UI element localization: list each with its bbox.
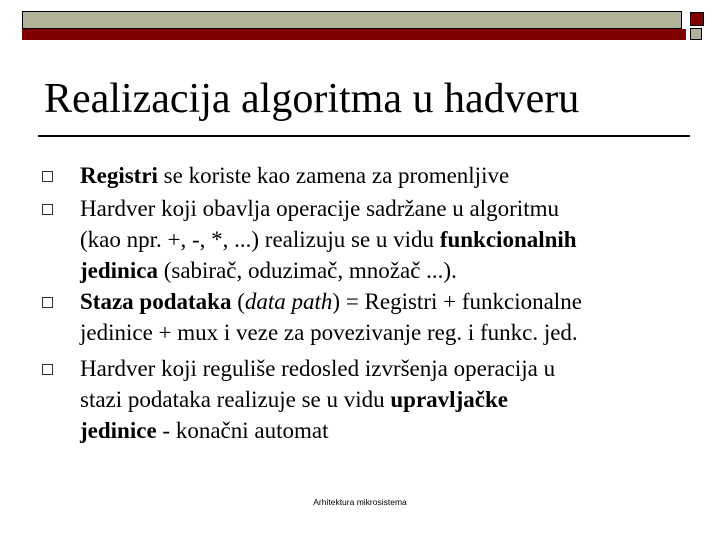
bullet-2-line-1: Hardver koji obavlja operacije sadržane u algoritmu — [80, 196, 559, 221]
slide-title: Realizacija algoritma u hadveru — [44, 76, 580, 122]
hollow-square-bullet-icon — [42, 364, 53, 375]
bullet-2-line-2: (kao npr. +, -, *, ...) realizuju se u vidu funkcionalnih — [80, 227, 577, 252]
bullet-4-line-2: stazi podataka realizuje se u vidu upravljačke — [80, 387, 508, 412]
bullet-2-line-3: jedinica (sabirač, oduzimač, množač ...). — [80, 258, 457, 283]
bullet-4-line-1: Hardver koji reguliše redosled izvršenja operacija u — [80, 356, 556, 381]
hollow-square-bullet-icon — [42, 204, 53, 215]
bullet-3-line-2: jedinice + mux i veze za povezivanje reg. i funkc. jed. — [80, 320, 578, 345]
bullet-3-line-1: Staza podataka (data path) = Registri + funkcionalne — [80, 289, 582, 314]
bullet-1-line-1: Registri se koriste kao zamena za promenljive — [80, 163, 510, 188]
hollow-square-bullet-icon — [42, 171, 53, 182]
bullet-4-line-3: jedinice - konačni automat — [80, 418, 329, 443]
bold-term-registri: Registri — [80, 163, 158, 188]
slide-footer: Arhitektura mikrosistema — [313, 497, 407, 507]
hollow-square-bullet-icon — [42, 297, 53, 308]
